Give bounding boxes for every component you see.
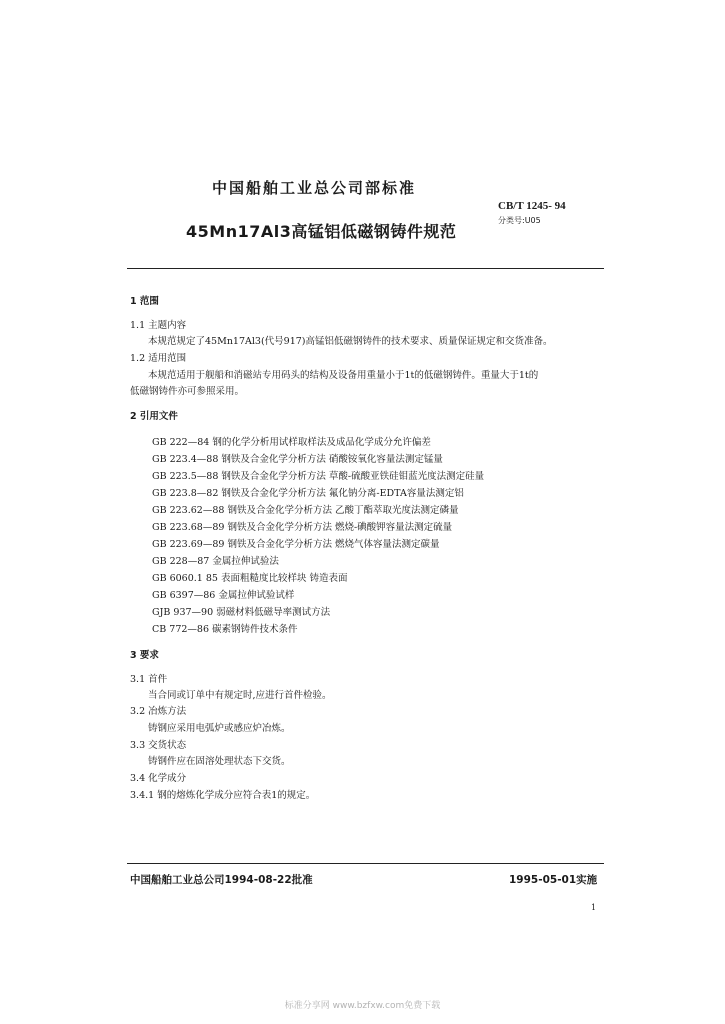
body-line: GB 223.4—88 钢铁及合金化学分析方法 硝酸铵氧化容量法测定锰量	[152, 454, 443, 465]
body-line: 1.2 适用范围	[130, 353, 187, 364]
body-line: 当合同或订单中有规定时,应进行首件检验。	[148, 690, 332, 701]
org-title: 中国船舶工业总公司部标准	[212, 179, 417, 197]
body-line: 3.4 化学成分	[130, 773, 187, 784]
standard-code: CB/T 1245- 94	[498, 200, 566, 212]
body-line: GB 228—87 金属拉伸试验法	[152, 556, 279, 567]
body-line: 1.1 主题内容	[130, 320, 187, 331]
approval-date: 中国船舶工业总公司1994-08-22批准	[130, 874, 313, 886]
page-number: 1	[591, 903, 597, 912]
body-line: 3.3 交货状态	[130, 740, 187, 751]
section-heading: 1 范围	[130, 296, 159, 307]
body-line: GB 223.68—89 钢铁及合金化学分析方法 燃烧-碘酸钾容量法测定硫量	[152, 522, 453, 533]
watermark: 标准分享网 www.bzfxw.com免费下载	[284, 1001, 441, 1011]
body-line: 铸钢件应在固溶处理状态下交货。	[148, 756, 291, 767]
document-title: 45Mn17Al3高锰铝低磁钢铸件规范	[186, 222, 457, 241]
header-divider	[127, 268, 604, 269]
section-heading: 2 引用文件	[130, 411, 178, 422]
section-heading: 3 要求	[130, 650, 159, 661]
body-line: 3.2 冶炼方法	[130, 706, 187, 717]
body-line: GB 6397—86 金属拉伸试验试样	[152, 590, 295, 601]
body-line: GB 223.5—88 钢铁及合金化学分析方法 草酸-硫酸亚铁硅钼蓝光度法测定硅量	[152, 471, 485, 482]
body-line: 3.4.1 钢的熔炼化学成分应符合表1的规定。	[130, 790, 316, 801]
body-line: GJB 937—90 弱磁材料低磁导率测试方法	[152, 607, 331, 618]
body-line: 本规范规定了45Mn17Al3(代号917)高锰铝低磁钢铸件的技术要求、质量保证规定和交货准备。	[148, 336, 553, 347]
body-line: 本规范适用于舰船和消磁站专用码头的结构及设备用重量小于1t的低磁钢铸件。重量大于1t的	[148, 370, 539, 381]
body-line: GB 223.8—82 钢铁及合金化学分析方法 氟化钠分离-EDTA容量法测定铝	[152, 488, 464, 499]
effective-date: 1995-05-01实施	[509, 874, 598, 886]
body-line: GB 222—84 钢的化学分析用试样取样法及成品化学成分允许偏差	[152, 437, 431, 448]
body-line: 低磁钢铸件亦可参照采用。	[130, 386, 245, 397]
body-line: CB 772—86 碳素钢铸件技术条件	[152, 624, 298, 635]
body-line: 3.1 首件	[130, 674, 168, 685]
body-line: GB 6060.1 85 表面粗糙度比较样块 铸造表面	[152, 573, 348, 584]
body-line: GB 223.69—89 钢铁及合金化学分析方法 燃烧气体容量法测定碳量	[152, 539, 440, 550]
classification-number: 分类号:U05	[498, 216, 541, 225]
footer-divider	[127, 863, 604, 864]
body-line: 铸钢应采用电弧炉或感应炉冶炼。	[148, 723, 291, 734]
body-line: GB 223.62—88 钢铁及合金化学分析方法 乙酸丁酯萃取光度法测定磷量	[152, 505, 459, 516]
